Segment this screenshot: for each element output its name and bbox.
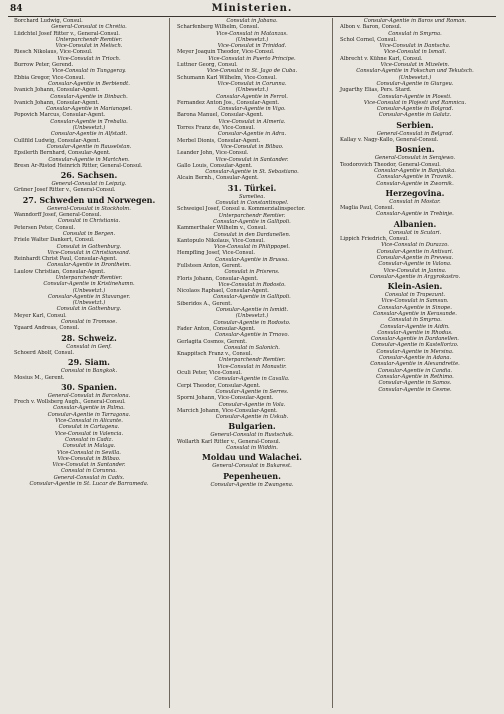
office-heading: Consular-Agentie in Adana. (378, 355, 452, 362)
header-rule (8, 16, 496, 17)
section-heading: 27. Schweden und Norwegen. (22, 194, 156, 205)
entry-line: Lüdchtel Josef Ritter v., General-Consul. (14, 30, 120, 37)
entry-line: Albon v. Baron, Consul. (340, 24, 402, 31)
entry-line: Albrecht v. Kühne Karl, Consul. (340, 55, 423, 62)
office-heading: Sumeliea. (238, 193, 265, 200)
office-heading: General-Consulat in Barcelona. (47, 392, 131, 399)
office-heading: Vice-Consulat in Mizelein. (380, 62, 450, 69)
office-heading: Vice-Consulat in Plojesti und Ramnicu. (363, 99, 467, 106)
office-heading: Consulat in Malaga. (62, 443, 116, 450)
section-heading: 26. Sachsen. (60, 170, 118, 181)
office-heading: Consular-Agentie in Stavanger. (47, 293, 131, 300)
entry-line: Leander John, Vice-Consul. (177, 150, 249, 157)
office-heading: Consular-Agentie in Mersina. (376, 348, 454, 355)
entry-line: Siberidos A., Gerent. (177, 300, 233, 307)
office-heading: Consular-Agentie in Ismidt. (215, 307, 289, 314)
office-heading: Vice-Consulat in Janina. (383, 267, 447, 274)
entry-line: Schol Cornel, Consul. (340, 36, 397, 43)
entry-line: Grüner Josef Ritter v., General-Consul. (14, 187, 116, 194)
text-column-right (334, 18, 496, 710)
office-heading: Consular-Agentie in Galatz. (378, 112, 452, 119)
entry-line: Kallay v. Nagy-Kallo, General-Consul. (340, 137, 439, 144)
office-heading: Consulat in Corunna. (61, 468, 117, 475)
office-heading: Consular-Agentie in Prevesa. (376, 254, 454, 261)
office-heading: Vice-Consulat in Trioch. (57, 55, 121, 62)
office-heading: General-Consulat in Leipzig. (51, 181, 127, 188)
office-heading: Vice-Consulat in Alicante. (55, 418, 123, 425)
office-heading: (Unbesetzt.) (235, 36, 269, 43)
entry-line: Wanndorff Josef, General-Consul. (14, 212, 102, 219)
entry-line: Schoerd Abolf, Consul. (14, 349, 75, 356)
office-heading: Vice-Consulat in Tunggeray. (52, 68, 126, 75)
office-heading: Consular-Agentie in Alfstadt. (50, 131, 128, 138)
entry-line: Maglia Paul, Consul. (340, 205, 395, 212)
section-heading: 30. Spanien. (61, 381, 117, 392)
entry-line: Merbel Dionis, Consular-Agent. (177, 137, 261, 144)
office-heading: Consular-Agentie in Palma. (53, 405, 125, 412)
office-heading: Consulat in Scutari. (388, 229, 442, 236)
office-heading: Consular-Agentie in Fokschan und Tekutsch. (356, 68, 474, 75)
office-heading: Vice-Consulat in St. Jago de Cuba. (206, 68, 298, 75)
entry-line: Oculi Peter, Vice-Consul. (177, 370, 242, 377)
entry-line: Cullfild Ludwig, Consular-Agent. (14, 137, 101, 144)
entry-line: Teodorovich Theodor, General-Consul. (340, 161, 441, 168)
office-heading: Consular-Agentie in Alexandrette. (370, 361, 460, 368)
section-heading: Klein-Asien. (387, 281, 443, 292)
office-heading: Vice-Consulat in Corunna. (217, 80, 287, 87)
section-heading: Bulgarien. (228, 421, 276, 432)
office-heading: General-Consulat in Bukarest. (212, 463, 292, 470)
entry-line: Frech v. Wollsberg Augh., General-Consul. (14, 399, 126, 406)
office-heading: Consular-Agentie in Giurgeu. (376, 80, 454, 87)
entry-line: Petersen Peter, Consul. (14, 224, 76, 231)
office-heading: Vice-Consulat in Samsun. (381, 298, 449, 305)
entry-line: Laulow Christian, Consular-Agent. (14, 268, 105, 275)
office-heading: Consular-Agentie in Adra. (217, 131, 287, 138)
office-heading: Consular-Agentie in Baros und Roman. (363, 18, 467, 24)
office-heading: Consular-Agentie in Zwornik. (376, 180, 454, 187)
office-heading: General-Consulat in Belgrad. (376, 130, 454, 137)
entry-line: Meyer Karl, Consul. (14, 312, 67, 319)
office-heading: Consular-Agentie in Argyrokastro. (369, 273, 461, 280)
office-heading: Vice-Consulat in Trinidad. (217, 43, 287, 50)
office-heading: Vice-Consulat in Bilbao. (220, 143, 284, 150)
entry-line: Bresn Ar-Ristod Heinrich Ritter, General-Consul. (14, 162, 143, 169)
entry-line: Lippich Friedrich, Consul. (340, 236, 409, 243)
office-heading: Consulat in Cartagena. (58, 424, 120, 431)
office-heading: Consulat in Smyrna. (388, 317, 442, 324)
office-heading: Consulat in Bergen. (62, 230, 116, 237)
entry-line: Ivanich Johann, Consular-Agent. (14, 87, 100, 94)
office-heading: General-Consulat in Stockholm. (47, 205, 131, 212)
entry-line: Kantopulo Nikolaus, Vice-Consul. (177, 237, 265, 244)
office-heading: Vice-Consulat in Philippopel. (214, 244, 290, 251)
office-heading: Consular-Agentie in Drontheim. (47, 262, 131, 269)
office-heading: Consulat in Prisrens. (224, 269, 280, 276)
office-heading: Consular-Agentie in Vigo. (218, 106, 286, 113)
office-heading: Consulat in Trapezunt. (384, 292, 446, 299)
office-heading: Consulat in Bangkok. (60, 368, 118, 375)
office-heading: Unterparchendr Remtier. (55, 36, 123, 43)
entry-line: Kammerthaler Wilhelm v., Consul. (177, 225, 267, 232)
office-heading: Consulat in Mostar. (389, 198, 441, 205)
office-heading: Vice-Consulat in Almeria. (218, 118, 286, 125)
entry-line: Ebbia Gregor, Vice-Consul. (14, 74, 85, 81)
entry-line: Torres Franz de, Vice-Consul. (177, 125, 255, 132)
entry-line: Epsilerth Bernhard, Consular-Agent. (14, 150, 111, 157)
entry-line: Fader Anton, Consular-Agent. (177, 325, 256, 332)
office-heading: Consular-Agentie in St. Sebastiano. (205, 169, 299, 176)
office-heading: Consular-Agentie in Kristinehamn. (43, 281, 135, 288)
entry-line: Nicolaos Raphael, Consular-Agent. (177, 288, 269, 295)
entry-line: Alcain Bernh., Consular-Agent. (177, 175, 259, 182)
entry-line: Ivanich Johann, Consular-Agent. (14, 99, 100, 106)
entry-line: Schumann Karl Wilhelm, Vice-Consul. (177, 74, 277, 81)
office-heading: Consulat in Salonich. (224, 344, 280, 351)
entry-line: Luttner Georg, Consul. (177, 62, 238, 69)
office-heading: Vice-Consulat in Santander. (52, 462, 126, 469)
office-heading: Consular-Agentie in Dinbach. (50, 93, 128, 100)
office-heading: Vice-Consulat in Valencia. (54, 430, 124, 437)
office-heading: Vice-Consulat in Santander. (215, 156, 289, 163)
office-heading: Consular-Agentie in Trebalia. (50, 118, 128, 125)
section-heading: Serbien. (396, 119, 434, 130)
office-heading: Consulat in Christiania. (57, 218, 121, 225)
office-heading: Vice-Consulat in Ismail. (383, 49, 447, 56)
office-heading: Consular-Agentie in Bolgrad. (376, 106, 454, 113)
office-heading: Consular-Agentie in Aidin. (380, 323, 450, 330)
office-heading: General-Consulat in Cadix. (53, 474, 125, 481)
office-heading: General-Consulat in Chrétia. (51, 24, 127, 31)
entry-line: Wollarth Karl Ritter v., General-Consul. (177, 438, 281, 445)
entry-line: Borchard Ludwig, Consul. (14, 18, 83, 24)
office-heading: (Unbesetzt.) (235, 313, 269, 320)
entry-line: Riesch Nikolaus, Vice-Consul. (14, 49, 93, 56)
office-heading: Vice-Consulat in Matanzas. (216, 30, 288, 37)
office-heading: Consular-Agentie in Trebinje. (376, 211, 454, 218)
office-heading: Consular-Agentie in Samos. (378, 380, 452, 387)
office-heading: Consulat in Constantinopel. (215, 200, 289, 207)
office-heading: Consulat in Smyrna. (388, 30, 442, 37)
office-heading: Consular-Agentie in Berbiendt. (48, 80, 130, 87)
entry-line: Mosius M., Gerent. (14, 374, 65, 381)
office-heading: Vice-Consulat in Monastir. (217, 363, 287, 370)
section-heading: 28. Schweiz. (61, 332, 117, 343)
section-heading: Albanien. (393, 218, 437, 229)
office-heading: Consular-Agentie in Rodosto. (213, 319, 291, 326)
office-heading: Consulat in Gothenburg. (56, 306, 122, 313)
office-heading: (Unbesetzt.) (72, 300, 106, 307)
section-heading: Herzegovina. (385, 187, 445, 198)
entry-line: Fullsteen Anton, Gerent. (177, 262, 242, 269)
entry-line: Friele Walter Dankert, Consul. (14, 237, 95, 244)
entry-line: Sporni Johann, Vice-Consular-Agent. (177, 395, 274, 402)
office-heading: Consular-Agentie in Banjaluka. (374, 167, 456, 174)
entry-line: Marcich Johann, Vice-Consular-Agent. (177, 407, 278, 414)
office-heading: Consular-Agentie in Ploesti. (378, 93, 452, 100)
text-column-middle (171, 18, 333, 710)
entry-line: Meyer Joaquin Theodor, Vice-Consul. (177, 49, 275, 56)
office-heading: Consular-Agentie in Tarragona. (47, 411, 131, 418)
entry-line: Gallo Louis, Consular-Agent. (177, 162, 253, 169)
office-heading: Vice-Consulat in Bilbao. (57, 455, 121, 462)
office-heading: Consular-Agentie in Kerasunde. (373, 310, 457, 317)
office-heading: Consular-Agentie in Serres. (215, 388, 289, 395)
entry-line: Barona Manuel, Consular-Agent. (177, 112, 264, 119)
office-heading: Consulat in Gothenburg. (56, 243, 122, 250)
office-heading: Unterparchendr Remtier. (55, 274, 123, 281)
office-heading: Consular-Agentie in Cavalla. (214, 376, 290, 383)
office-heading: Consulat in den Dardanellen. (213, 231, 291, 238)
entry-line: Fernandez Anton Jos., Consular-Agent. (177, 99, 280, 106)
office-heading: Consular-Agentie in Trnovo. (214, 332, 290, 339)
entry-line: Reinhardt Christ Paul, Consular-Agent. (14, 256, 118, 263)
text-column-left (8, 18, 170, 710)
running-head: Ministerien. (211, 3, 293, 14)
office-heading: Unterparchendr Remtier. (218, 357, 286, 364)
office-heading: Consulat in Genf. (66, 343, 112, 350)
office-heading: Consular-Agentie in Brussa. (215, 256, 289, 263)
office-heading: (Unbesetzt.) (72, 287, 106, 294)
office-heading: Consulat in Tromsoe. (60, 319, 118, 326)
entry-line: Burrow Peter, Gerend. (14, 62, 74, 69)
office-heading: Consular-Agentie in Gallipoli. (213, 218, 291, 225)
office-heading: Consulat in Widdin. (226, 445, 278, 451)
entry-line: Popovich Marcus, Consular-Agent. (14, 112, 106, 119)
office-heading: Consular-Agentie in Gallipoli. (213, 294, 291, 301)
office-heading: Consular-Agentie in Candia. (377, 367, 453, 374)
office-heading: General-Consulat in Serajewo. (374, 155, 456, 162)
entry-line: Hempfling Josef, Vice-Consul. (177, 250, 256, 257)
office-heading: Consular-Agentie in Ferrol. (216, 93, 288, 100)
office-heading: (Unbesetzt.) (72, 125, 106, 132)
office-heading: Vice-Consulat in Dantscha. (379, 43, 451, 50)
office-heading: Consular-Agentie in Rethimo. (376, 373, 454, 380)
office-heading: Consular-Agentie in St. Lucar de Barrameda. (29, 481, 149, 487)
office-heading: Consular-Agentie in Rauselstan. (46, 143, 132, 150)
office-heading: Consular-Agentie in Dardanellen. (371, 336, 459, 343)
office-heading: General-Consulat in Rustschuk. (210, 432, 294, 439)
office-heading: Vice-Consulat in Rodosto. (218, 281, 286, 288)
office-heading: (Unbesetzt.) (398, 74, 432, 81)
entry-line: Cerpi Theodor, Consular-Agent. (177, 382, 261, 389)
section-heading: Moldau und Walachei. (202, 452, 302, 463)
section-heading: 31. Türkei. (227, 182, 277, 193)
office-heading: Consular-Agentie in Cesme. (378, 386, 452, 393)
page-number: 84 (10, 4, 23, 14)
office-heading: (Unbesetzt.) (235, 87, 269, 94)
office-heading: Consular-Agentie in Martchen. (48, 156, 130, 163)
section-heading: Bosnien. (395, 144, 435, 155)
office-heading: Consular-Agentie in Kastellorizo. (371, 342, 459, 349)
office-heading: Consulat in Jabana. (226, 18, 278, 24)
section-heading: Pepenheuen. (223, 470, 281, 481)
office-heading: Vice-Consulat in Sevilla. (57, 449, 121, 456)
office-heading: Consular-Agentie in Sinope. (378, 304, 452, 311)
office-heading: Consulat in Cadiz. (65, 436, 113, 443)
office-heading: Consular-Agentie in Travnik. (377, 174, 453, 181)
office-heading: Consular-Agentie in Vola. (218, 401, 286, 408)
office-heading: Vice-Consulat in Christiansand. (47, 249, 131, 256)
entry-line: Jugarthy Elias, Pers. Stard. (340, 87, 412, 94)
office-heading: Consular-Agentie in Zwangena. (210, 481, 294, 488)
entry-line: Scharfenberg Wilhelm, Consul. (177, 24, 260, 31)
office-heading: Consular-Agentie in Antivari. (376, 248, 454, 255)
office-heading: Unterparchendr Remtier. (218, 212, 286, 219)
office-heading: Consular-Agentie in Marianopel. (46, 106, 132, 113)
section-heading: 29. Siam. (68, 357, 110, 368)
office-heading: Consular-Agentie in Valona. (378, 261, 452, 268)
entry-line: Gerlagita Cosmos, Gerent. (177, 338, 247, 345)
office-heading: Vice-Consulat in Melisch. (55, 43, 123, 50)
office-heading: Vice-Consulat in Durazzo. (381, 242, 449, 249)
entry-line: Floris Johann, Consular-Agent. (177, 275, 259, 282)
office-heading: Consular-Agentie in Uskub. (215, 414, 289, 421)
office-heading: Consular-Agentie in Rhodus. (377, 329, 453, 336)
entry-line: Ygaard Andreas, Consul. (14, 325, 80, 332)
entry-line: Schweigel Josef, Consul u. Kommerzialinspector. (177, 206, 306, 213)
office-heading: Vice-Consulat in Puerto Principe. (208, 55, 296, 62)
entry-line: Knappitsch Franz v., Consul. (177, 351, 253, 358)
